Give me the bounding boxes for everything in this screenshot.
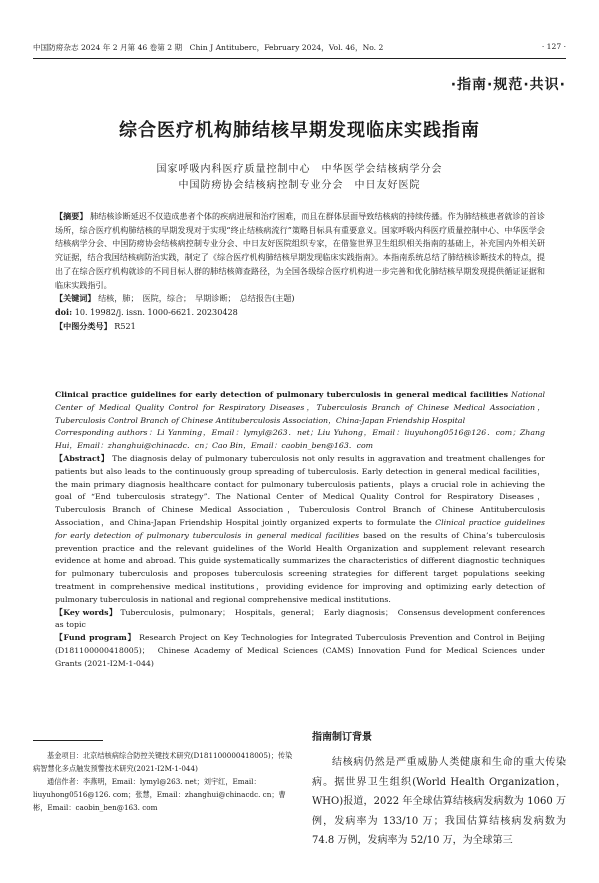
doi-value: 10. 19982/j. issn. 1000-6621. 20230428 <box>74 306 238 317</box>
en-keywords-label: 【Key words】 <box>55 607 118 617</box>
english-abstract <box>55 389 545 671</box>
en-organizations: National Center of Medical Quality Control for Respiratory Diseases，Tuberculosis Branch of Chinese Medical Association，Tuberculosis Control Branch of Chinese Antituberculosis Association，China-Japan Friendship Hospital <box>55 390 546 425</box>
header-rule <box>33 58 566 59</box>
en-fund-program <box>55 632 545 670</box>
footnote-correspondence: 通信作者：李燕明，Email：lymyl@263. net；刘宇红，Email：liuyuhong0516@126. com；张慧，Email：zhanghui@chinacdc. cn；曹彬，Email：caobin_ben@163. com <box>33 777 286 812</box>
author-line-1: 国家呼吸内科医疗质量控制中心 中华医学会结核病学分会 <box>156 164 443 175</box>
body-column <box>312 728 566 851</box>
footnote-rule <box>33 740 103 741</box>
en-abstract-text: The diagnosis delay of pulmonary tuberculosis not only results in aggravation and treatment challenges for patients but also leads to the continuously group spreading of tuberculosis. Early detection in general medical facilities，the main primary diagnosis healthcare contact for pulmonary tuberculosis patients，plays a crucial role in achieving the goal of “End tuberculosis strategy”. The National Center of Medical Quality Control for Respiratory Diseases，Tuberculosis Branch of Chinese Medical Association，Tuberculosis Control Branch of Chinese Antituberculosis Association，and China-Japan Friendship Hospital jointly organized experts to formulate the <box>55 453 545 527</box>
footnote-area <box>33 740 295 814</box>
zh-abstract-label: 【摘要】 <box>55 211 88 221</box>
author-organizations <box>0 162 599 194</box>
en-corresponding-authors: Corresponding authors：Li Yanming，Email：lymyl@263．net；Liu Yuhong，Email：liuyuhong0516@126．com；Zhang Hui，Email：zhanghui@chinacdc．cn；Cao Bin，Email：caobin_ben@163．com <box>55 428 545 451</box>
en-keywords <box>55 607 545 633</box>
section-heading: 指南制订背景 <box>312 732 372 743</box>
en-keywords-text: Tuberculosis，pulmonary； Hospitals，general； Early diagnosis； Consensus development conferences as topic <box>55 607 545 630</box>
author-line-2: 中国防痨协会结核病控制专业分会 中日友好医院 <box>178 180 421 191</box>
en-fund-label: 【Fund program】 <box>55 633 136 643</box>
running-header <box>33 42 566 56</box>
en-title-orgs <box>55 389 545 427</box>
body-paragraph: 结核病仍然是严重威胁人类健康和生命的重大传染病。据世界卫生组织(World Health Organization，WHO)报道，2022 年全球估算结核病发病数为 1060 万例，发病率为 133/10 万；我国估算结核病发病数为 74.8 万例，发病率为 52/10 万，为全球第三 <box>312 757 566 847</box>
doi-line <box>55 306 545 320</box>
running-header-journal: 中国防痨杂志 2024 年 2 月第 46 卷第 2 期 Chin J Antituberc，February 2024，Vol. 46，No. 2 <box>33 43 384 52</box>
en-fund-text: Research Project on Key Technologies for Integrated Tuberculosis Prevention and Control in Beijing (D181100000418005)； Chinese Academy of Medical Sciences (CAMS) Innovation Fund for Medical Sciences under Grants (2021-I2M-1-044) <box>55 633 545 668</box>
classification-line <box>55 320 545 334</box>
zh-keywords-label: 【关键词】 <box>55 293 96 304</box>
zh-abstract-text: 肺结核诊断延迟不仅造成患者个体的疾病进展和治疗困难，而且在群体层面导致结核病的持续传播。作为肺结核患者就诊的首诊场所，综合医疗机构肺结核的早期发现对于实现“终止结核病流行”策略目标具有重要意义。国家呼吸内科医疗质量控制中心、中华医学会结核病学分会、中国防痨协会结核病控制专业分会、中日友好医院组织专家，在借鉴世界卫生组织相关指南的基础上，补充国内外相关研究证据，结合我国结核病防治实践，制定了《综合医疗机构肺结核早期发现临床实践指南》。本指南系统总结了肺结核诊断技术的特点，提出了在综合医疗机构就诊的不同目标人群的肺结核筛查路径，为全国各级综合医疗机构进一步完善和优化肺结核早期发现提供循证证据和临床实践指引。 <box>55 211 545 290</box>
en-abstract-guideline-title: Clinical practice guidelines for early detection of pulmonary tuberculosis in general medical facilities <box>55 517 545 540</box>
classification-label: 【中图分类号】 <box>55 320 112 331</box>
chinese-abstract <box>55 210 545 333</box>
en-abstract-label: 【Abstract】 <box>55 453 110 463</box>
footnote-fund: 基金项目：北京结核病综合防控关键技术研究(D181100000418005)；传染病智慧化多点触发预警技术研究(2021-I2M-1-044) <box>33 751 293 773</box>
page-number: · 127 · <box>541 42 566 51</box>
en-abstract-rest: based on the results of China’s tuberculosis prevention practice and the relevant guidelines of the World Health Organization and supplement relevant research evidence at home and abroad. This guide systematically summarizes the characteristics of different diagnostic techniques for pulmonary tuberculosis and proposes tuberculosis screening strategies for different target populations seeking treatment in comprehensive medical institutions，providing evidence for improving and optimizing early detection of pulmonary tuberculosis in national and regional comprehensive medical institutions. <box>55 530 545 604</box>
en-abstract-paragraph <box>55 453 545 607</box>
zh-keywords <box>55 292 545 306</box>
classification-code: R521 <box>114 320 136 331</box>
en-article-title: Clinical practice guidelines for early detection of pulmonary tuberculosis in general medical facilities <box>55 390 508 399</box>
zh-abstract-paragraph <box>55 210 545 292</box>
zh-keywords-text: 结核，肺； 医院，综合； 早期诊断； 总结报告(主题) <box>98 293 295 304</box>
article-title: 综合医疗机构肺结核早期发现临床实践指南 <box>119 120 480 141</box>
doi-label: doi: <box>55 306 73 317</box>
section-tag: ·指南·规范·共识· <box>450 77 566 93</box>
